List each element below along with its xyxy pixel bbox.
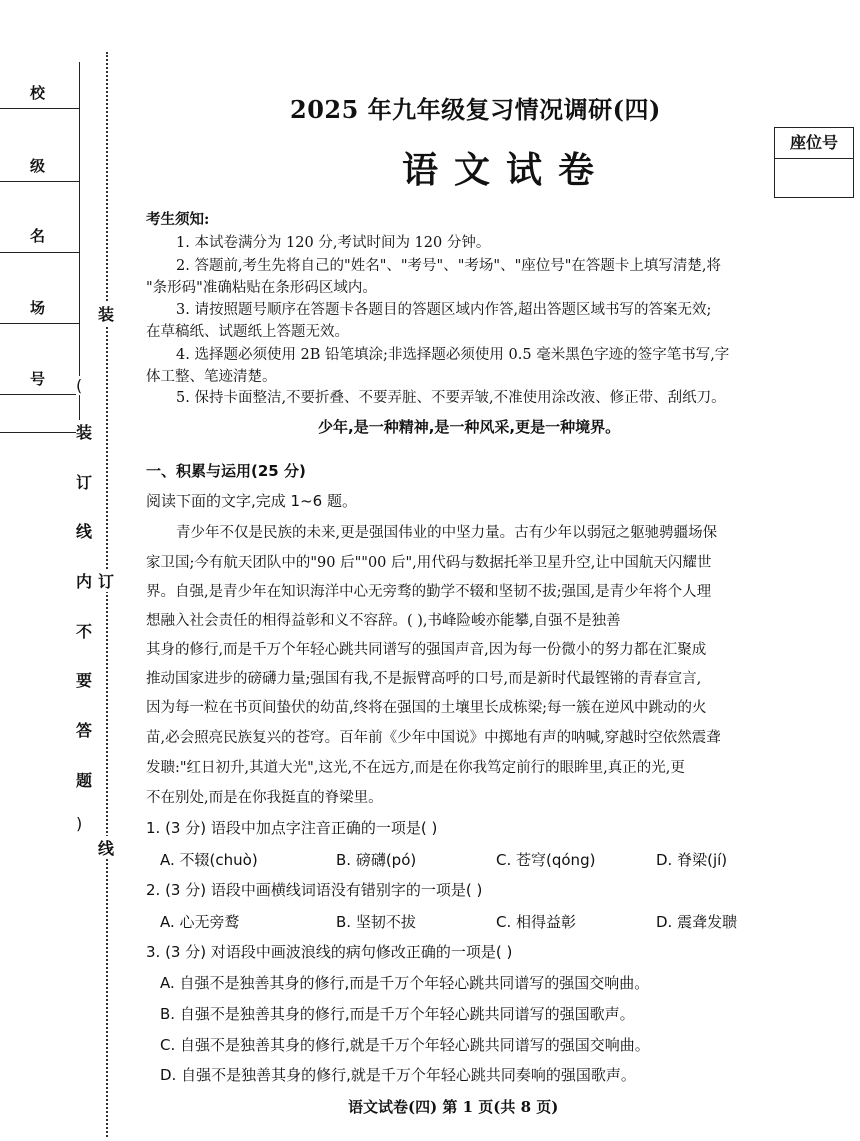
- binding-char-nei: 内: [76, 569, 92, 592]
- question-3-option-d[interactable]: D. 自强不是独善其身的修行,就是千万个年轻心跳共同奏响的强国歌声。: [160, 1066, 636, 1084]
- passage-line-4: 想融入社会责任的相得益彰和义不容辞。( ),书峰险峻亦能攀,自强不是独善: [146, 613, 621, 629]
- notice-item-5: 5. 保持卡面整洁,不要折叠、不要弄脏、不要弄皱,不准使用涂改液、修正带、刮纸刀。: [176, 390, 726, 406]
- section-heading: 一、积累与运用(25 分): [146, 462, 306, 480]
- binding-char-ding: 订: [76, 470, 92, 493]
- question-2-stem: 2. (3 分) 语段中画横线词语没有错别字的一项是( ): [146, 881, 483, 899]
- question-3-stem: 3. (3 分) 对语段中画波浪线的病句修改正确的一项是( ): [146, 943, 513, 961]
- page-footer: 语文试卷(四) 第 1 页(共 8 页): [348, 1098, 559, 1116]
- notice-item-2-cont: "条形码"准确粘贴在条形码区域内。: [146, 280, 377, 296]
- binding-char-zhuang: 装: [98, 302, 114, 325]
- passage-line-2: 家卫国;今有航天团队中的"90 后""00 后",用代码与数据托举卫星升空,让中国航天闪耀世: [146, 555, 712, 571]
- question-2-option-d[interactable]: D. 震聋发聩: [656, 913, 738, 931]
- notice-item-4: 4. 选择题必须使用 2B 铅笔填涂;非选择题必须使用 0.5 毫米黑色字迹的签字笔书写,字: [176, 347, 730, 363]
- question-1-option-d[interactable]: D. 脊梁(jí): [656, 851, 728, 869]
- question-1-option-a[interactable]: A. 不辍(chuò): [160, 851, 258, 869]
- field-school-line: [0, 108, 80, 109]
- field-class-line: [0, 181, 80, 182]
- notice-item-2: 2. 答题前,考生先将自己的"姓名"、"考号"、"考场"、"座位号"在答题卡上填写清楚,将: [176, 258, 722, 274]
- notice-item-1: 1. 本试卷满分为 120 分,考试时间为 120 分钟。: [176, 235, 491, 251]
- question-2-option-b[interactable]: B. 坚韧不拔: [336, 913, 416, 931]
- passage-line-8: 苗,必会照亮民族复兴的苍穹。百年前《少年中国说》中掷地有声的呐喊,穿越时空依然震聋: [146, 730, 721, 746]
- question-3-option-c[interactable]: C. 自强不是独善其身的修行,就是千万个年轻心跳共同谱写的强国交响曲。: [160, 1036, 650, 1054]
- binding-char-da: 答: [76, 718, 92, 741]
- passage-line-7: 因为每一粒在书页间蛰伏的幼苗,终将在强国的土壤里长成栋梁;每一簇在逆风中跳动的火: [146, 700, 707, 716]
- binding-char-zhuang2: 装: [76, 420, 92, 443]
- binding-char-ding2: 订: [98, 569, 114, 592]
- binding-char-bu: 不: [76, 619, 92, 642]
- binding-char-yao: 要: [76, 668, 92, 691]
- passage-line-9: 发聩:"红日初升,其道大光",这光,不在远方,而是在你我笃定前行的眼眸里,真正的光,更: [146, 760, 685, 776]
- passage-line-3: 界。自强,是青少年在知识海洋中心无旁骛的勤学不辍和坚韧不拔;强国,是青少年将个人理: [146, 584, 712, 600]
- binding-dotted-line: [106, 52, 108, 1137]
- exam-title: 2025 年九年级复习情况调研(四): [290, 95, 661, 124]
- question-3-option-b[interactable]: B. 自强不是独善其身的修行,而是千万个年轻心跳共同谱写的强国歌声。: [160, 1005, 635, 1023]
- question-2-option-a[interactable]: A. 心无旁鹜: [160, 913, 240, 931]
- binding-bottom-line: [0, 432, 78, 433]
- field-name-label: 名: [30, 227, 46, 245]
- seat-number-label: 座位号: [775, 128, 853, 159]
- binding-paren-close: ): [76, 814, 83, 833]
- field-school-label: 校: [30, 84, 46, 102]
- binding-char-ti: 题: [76, 768, 92, 791]
- binding-char-xian: 线: [76, 519, 92, 542]
- question-1-stem: 1. (3 分) 语段中加点字注音正确的一项是( ): [146, 819, 438, 837]
- question-2-option-c[interactable]: C. 相得益彰: [496, 913, 577, 931]
- notice-heading: 考生须知:: [146, 211, 210, 228]
- question-1-option-c[interactable]: C. 苍穹(qóng): [496, 851, 596, 869]
- section-instruction: 阅读下面的文字,完成 1~6 题。: [146, 492, 357, 510]
- field-number-label: 号: [30, 370, 46, 388]
- field-class-label: 级: [30, 157, 46, 175]
- field-room-label: 场: [30, 299, 46, 317]
- paper-title: 语文试卷: [402, 149, 611, 191]
- field-room-line: [0, 323, 80, 324]
- field-number-line: [0, 394, 80, 395]
- question-3-option-a[interactable]: A. 自强不是独善其身的修行,而是千万个年轻心跳共同谱写的强国交响曲。: [160, 974, 650, 992]
- passage-line-6: 推动国家进步的磅礴力量;强国有我,不是振臂高呼的口号,而是新时代最铿锵的青春宣言,: [146, 671, 702, 687]
- binding-char-xian2: 线: [98, 836, 114, 859]
- passage-line-1: 青少年不仅是民族的未来,更是强国伟业的中坚力量。古有少年以弱冠之躯驰骋疆场保: [176, 525, 718, 541]
- notice-item-3-cont: 在草稿纸、试题纸上答题无效。: [146, 324, 349, 340]
- binding-paren-open: (: [76, 376, 83, 395]
- notice-item-4-cont: 体工整、笔迹清楚。: [146, 369, 277, 385]
- seat-number-box[interactable]: [774, 127, 854, 198]
- passage-line-5: 其身的修行,而是千万个年轻心跳共同谱写的强国声音,因为每一份微小的努力都在汇聚成: [146, 642, 707, 658]
- notice-item-3: 3. 请按照题号顺序在答题卡各题目的答题区域内作答,超出答题区域书写的答案无效;: [176, 302, 712, 318]
- question-1-option-b[interactable]: B. 磅礴(pó): [336, 851, 417, 869]
- passage-line-10: 不在别处,而是在你我挺直的脊梁里。: [146, 790, 383, 806]
- motto: 少年,是一种精神,是一种风采,更是一种境界。: [318, 418, 621, 436]
- field-name-line: [0, 252, 80, 253]
